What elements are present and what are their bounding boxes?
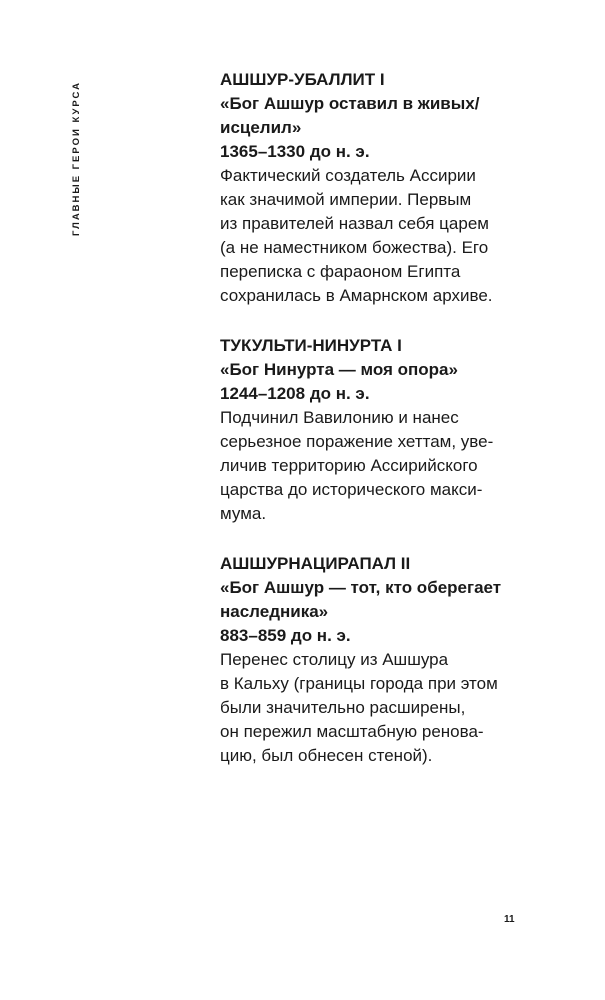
ruler-entry — [220, 334, 540, 526]
ruler-name-meaning: «Бог Ашшур — тот, кто оберегает — [220, 578, 502, 597]
section-label-text: ГЛАВНЫЕ ГЕРОИ КУРСА — [70, 80, 82, 236]
ruler-description-line: были значительно расширены, — [220, 698, 466, 717]
ruler-name: АШШУР-УБАЛЛИТ I — [220, 70, 385, 89]
ruler-entry — [220, 68, 540, 308]
ruler-description-line: Подчинил Вавилонию и нанес — [220, 408, 459, 427]
ruler-dates: 1365–1330 до н. э. — [220, 142, 370, 161]
ruler-name: ТУКУЛЬТИ-НИНУРТА I — [220, 336, 402, 355]
ruler-description-line: он пережил масштабную ренова- — [220, 722, 484, 741]
ruler-description-line: в Кальху (границы города при этом — [220, 674, 498, 693]
ruler-description-line: как значимой империи. Первым — [220, 190, 472, 209]
ruler-description-line: переписка с фараоном Египта — [220, 262, 461, 281]
ruler-name-meaning: «Бог Ашшур оставил в живых/ — [220, 94, 480, 113]
ruler-description-line: (а не наместником божества). Его — [220, 238, 489, 257]
ruler-dates: 1244–1208 до н. э. — [220, 384, 370, 403]
ruler-dates: 883–859 до н. э. — [220, 626, 351, 645]
ruler-description-line: серьезное поражение хеттам, уве- — [220, 432, 494, 451]
rulers-list — [220, 68, 540, 794]
ruler-description-line: Фактический создатель Ассирии — [220, 166, 476, 185]
ruler-entry — [220, 552, 540, 768]
section-label — [68, 78, 84, 238]
ruler-description-line: Перенес столицу из Ашшура — [220, 650, 449, 669]
ruler-name-meaning: «Бог Нинурта — моя опора» — [220, 360, 458, 379]
ruler-description-line: царства до исторического макси- — [220, 480, 483, 499]
ruler-name-meaning: исцелил» — [220, 118, 302, 137]
ruler-description-line: цию, был обнесен стеной). — [220, 746, 433, 765]
page-number: 11 — [504, 914, 515, 925]
ruler-description-line: личив территорию Ассирийского — [220, 456, 478, 475]
ruler-description-line: мума. — [220, 504, 267, 523]
ruler-description-line: из правителей назвал себя царем — [220, 214, 489, 233]
ruler-name-meaning: наследника» — [220, 602, 329, 621]
ruler-name: АШШУРНАЦИРАПАЛ II — [220, 554, 411, 573]
ruler-description-line: сохранилась в Амарнском архиве. — [220, 286, 493, 305]
